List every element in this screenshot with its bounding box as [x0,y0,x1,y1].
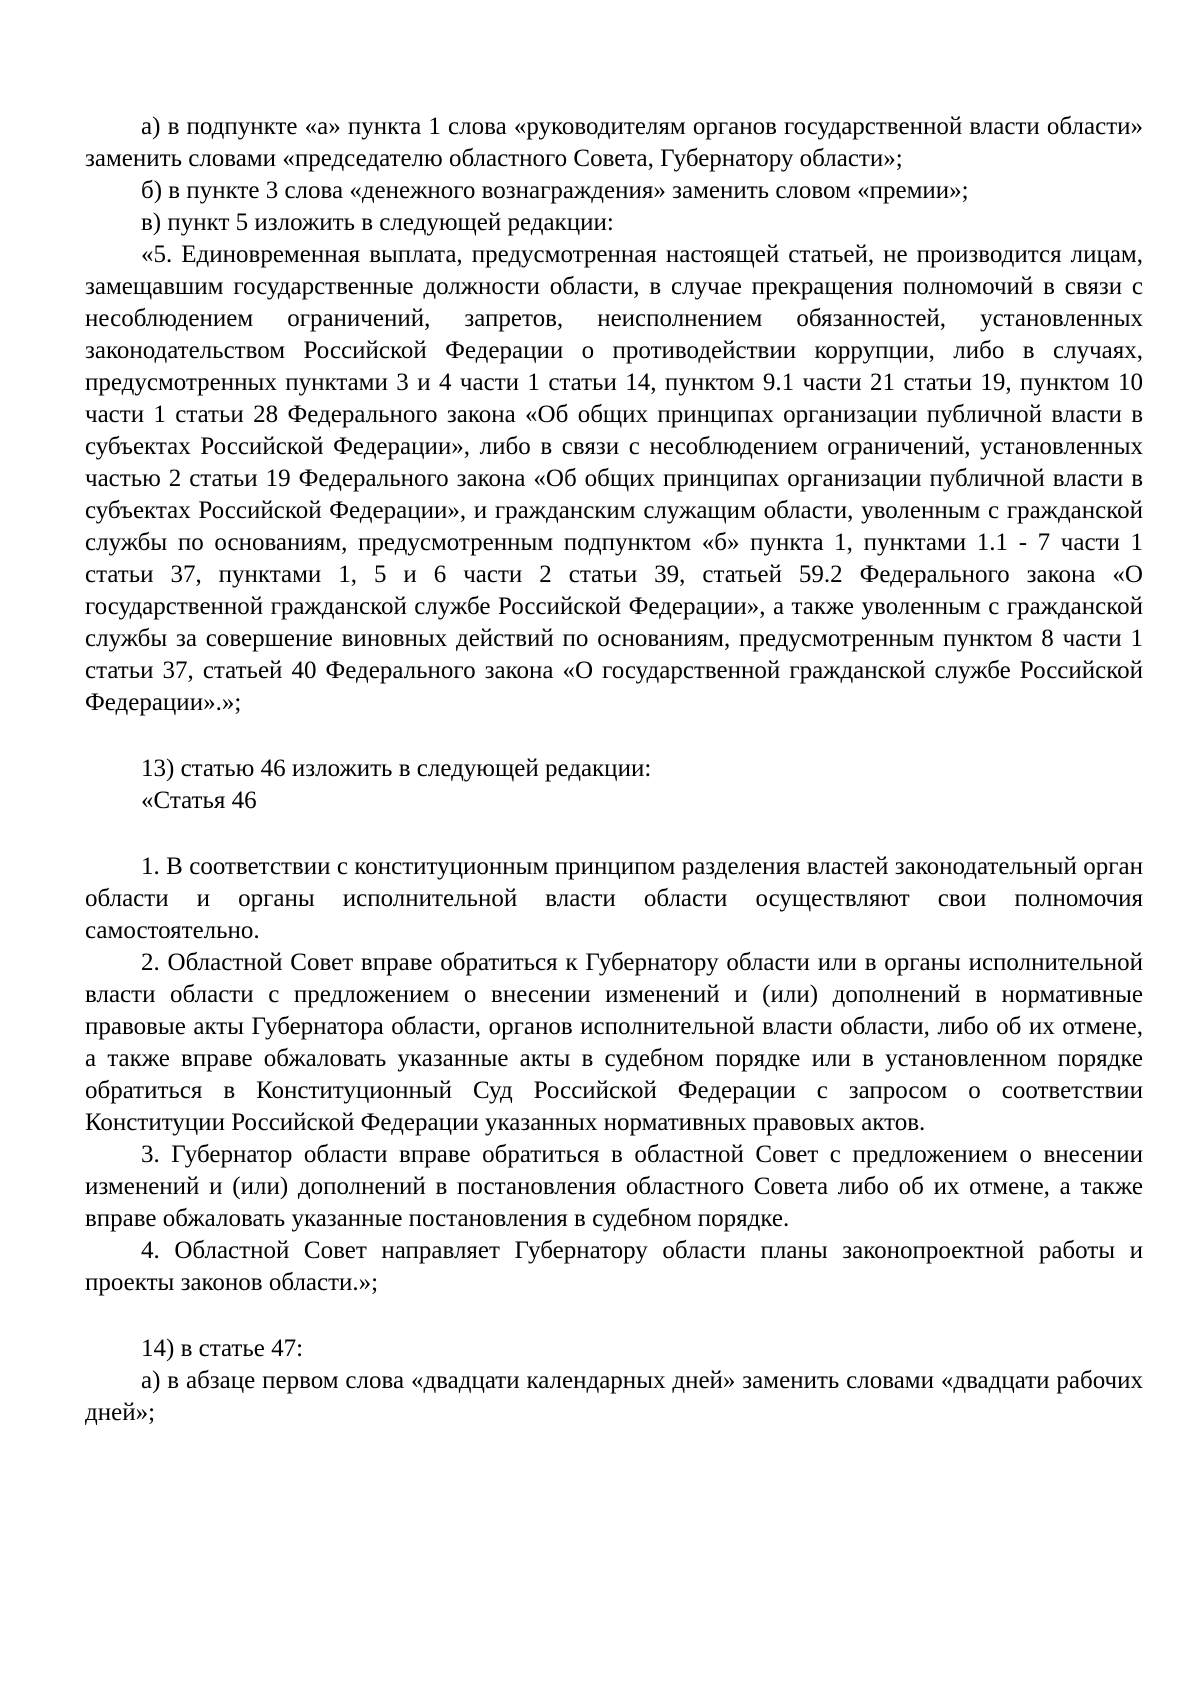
paragraph-point5-text: «5. Единовременная выплата, предусмотренная настоящей статьей, не производится лицам, замещавшим государственные должности области, в случае прекращения полномочий в связи с несоблюдением ограничений, запретов, неисполнением обязанностей, установленных законодательством Российской Федерации о противодействии коррупции, либо в случаях, предусмотренных пунктами 3 и 4 части 1 статьи 14, пунктом 9.1 части 21 статьи 19, пунктом 10 части 1 статьи 28 Федерального закона «Об общих принципах организации публичной власти в субъектах Российской Федерации», либо в связи с несоблюдением ограничений, установленных частью 2 статьи 19 Федерального закона «Об общих принципах организации публичной власти в субъектах Российской Федерации», и гражданским служащим области, уволенным с гражданской службы по основаниям, предусмотренным подпунктом «б» пункта 1, пунктами 1.1 - 7 части 1 статьи 37, пунктами 1, 5 и 6 части 2 статьи 39, статьей 59.2 Федерального закона «О государственной гражданской службе Российской Федерации», а также уволенным с гражданской службы за совершение виновных действий по основаниям, предусмотренным пунктом 8 части 1 статьи 37, статьей 40 Федерального закона «О государственной гражданской службе Российской Федерации».»; [85,241,1143,716]
document-page [85,111,1143,1429]
paragraph-a-subpoint: а) в подпункте «а» пункта 1 слова «руководителям органов государственной власти области» заменить словами «председателю областного Совета, Губернатору области»; [85,113,1143,172]
article-46-clause-1: 1. В соответствии с конституционным принципом разделения властей законодательный орган области и органы исполнительной власти области осуществляют свои полномочия самостоятельно. [85,853,1143,944]
spacer [85,719,1143,753]
paragraph-item-14: 14) в статье 47: [141,1335,304,1362]
paragraph-item-14-a: а) в абзаце первом слова «двадцати календарных дней» заменить словами «двадцати рабочих дней»; [85,1367,1143,1426]
spacer [85,817,1143,851]
paragraph-b-point3: б) в пункте 3 слова «денежного вознаграждения» заменить словом «премии»; [141,177,969,204]
article-46-clause-2: 2. Областной Совет вправе обратиться к Губернатору области или в органы исполнительной власти области с предложением о внесении изменений и (или) дополнений в нормативные правовые акты Губернатора области, органов исполнительной власти области, либо об их отмене, а также вправе обжаловать указанные акты в судебном порядке или в установленном порядке обратиться в Конституционный Суд Российской Федерации с запросом о соответствии Конституции Российской Федерации указанных нормативных правовых актов. [85,949,1143,1136]
paragraph-item-13: 13) статью 46 изложить в следующей редакции: [141,755,652,782]
article-46-heading: «Статья 46 [141,787,257,814]
spacer [85,1299,1143,1333]
article-46-clause-3: 3. Губернатор области вправе обратиться в областной Совет с предложением о внесении изменений и (или) дополнений в постановления областного Совета либо об их отмене, а также вправе обжаловать указанные постановления в судебном порядке. [85,1141,1143,1232]
article-46-clause-4: 4. Областной Совет направляет Губернатору области планы законопроектной работы и проекты законов области.»; [85,1237,1143,1296]
paragraph-v-point5: в) пункт 5 изложить в следующей редакции: [141,209,614,236]
